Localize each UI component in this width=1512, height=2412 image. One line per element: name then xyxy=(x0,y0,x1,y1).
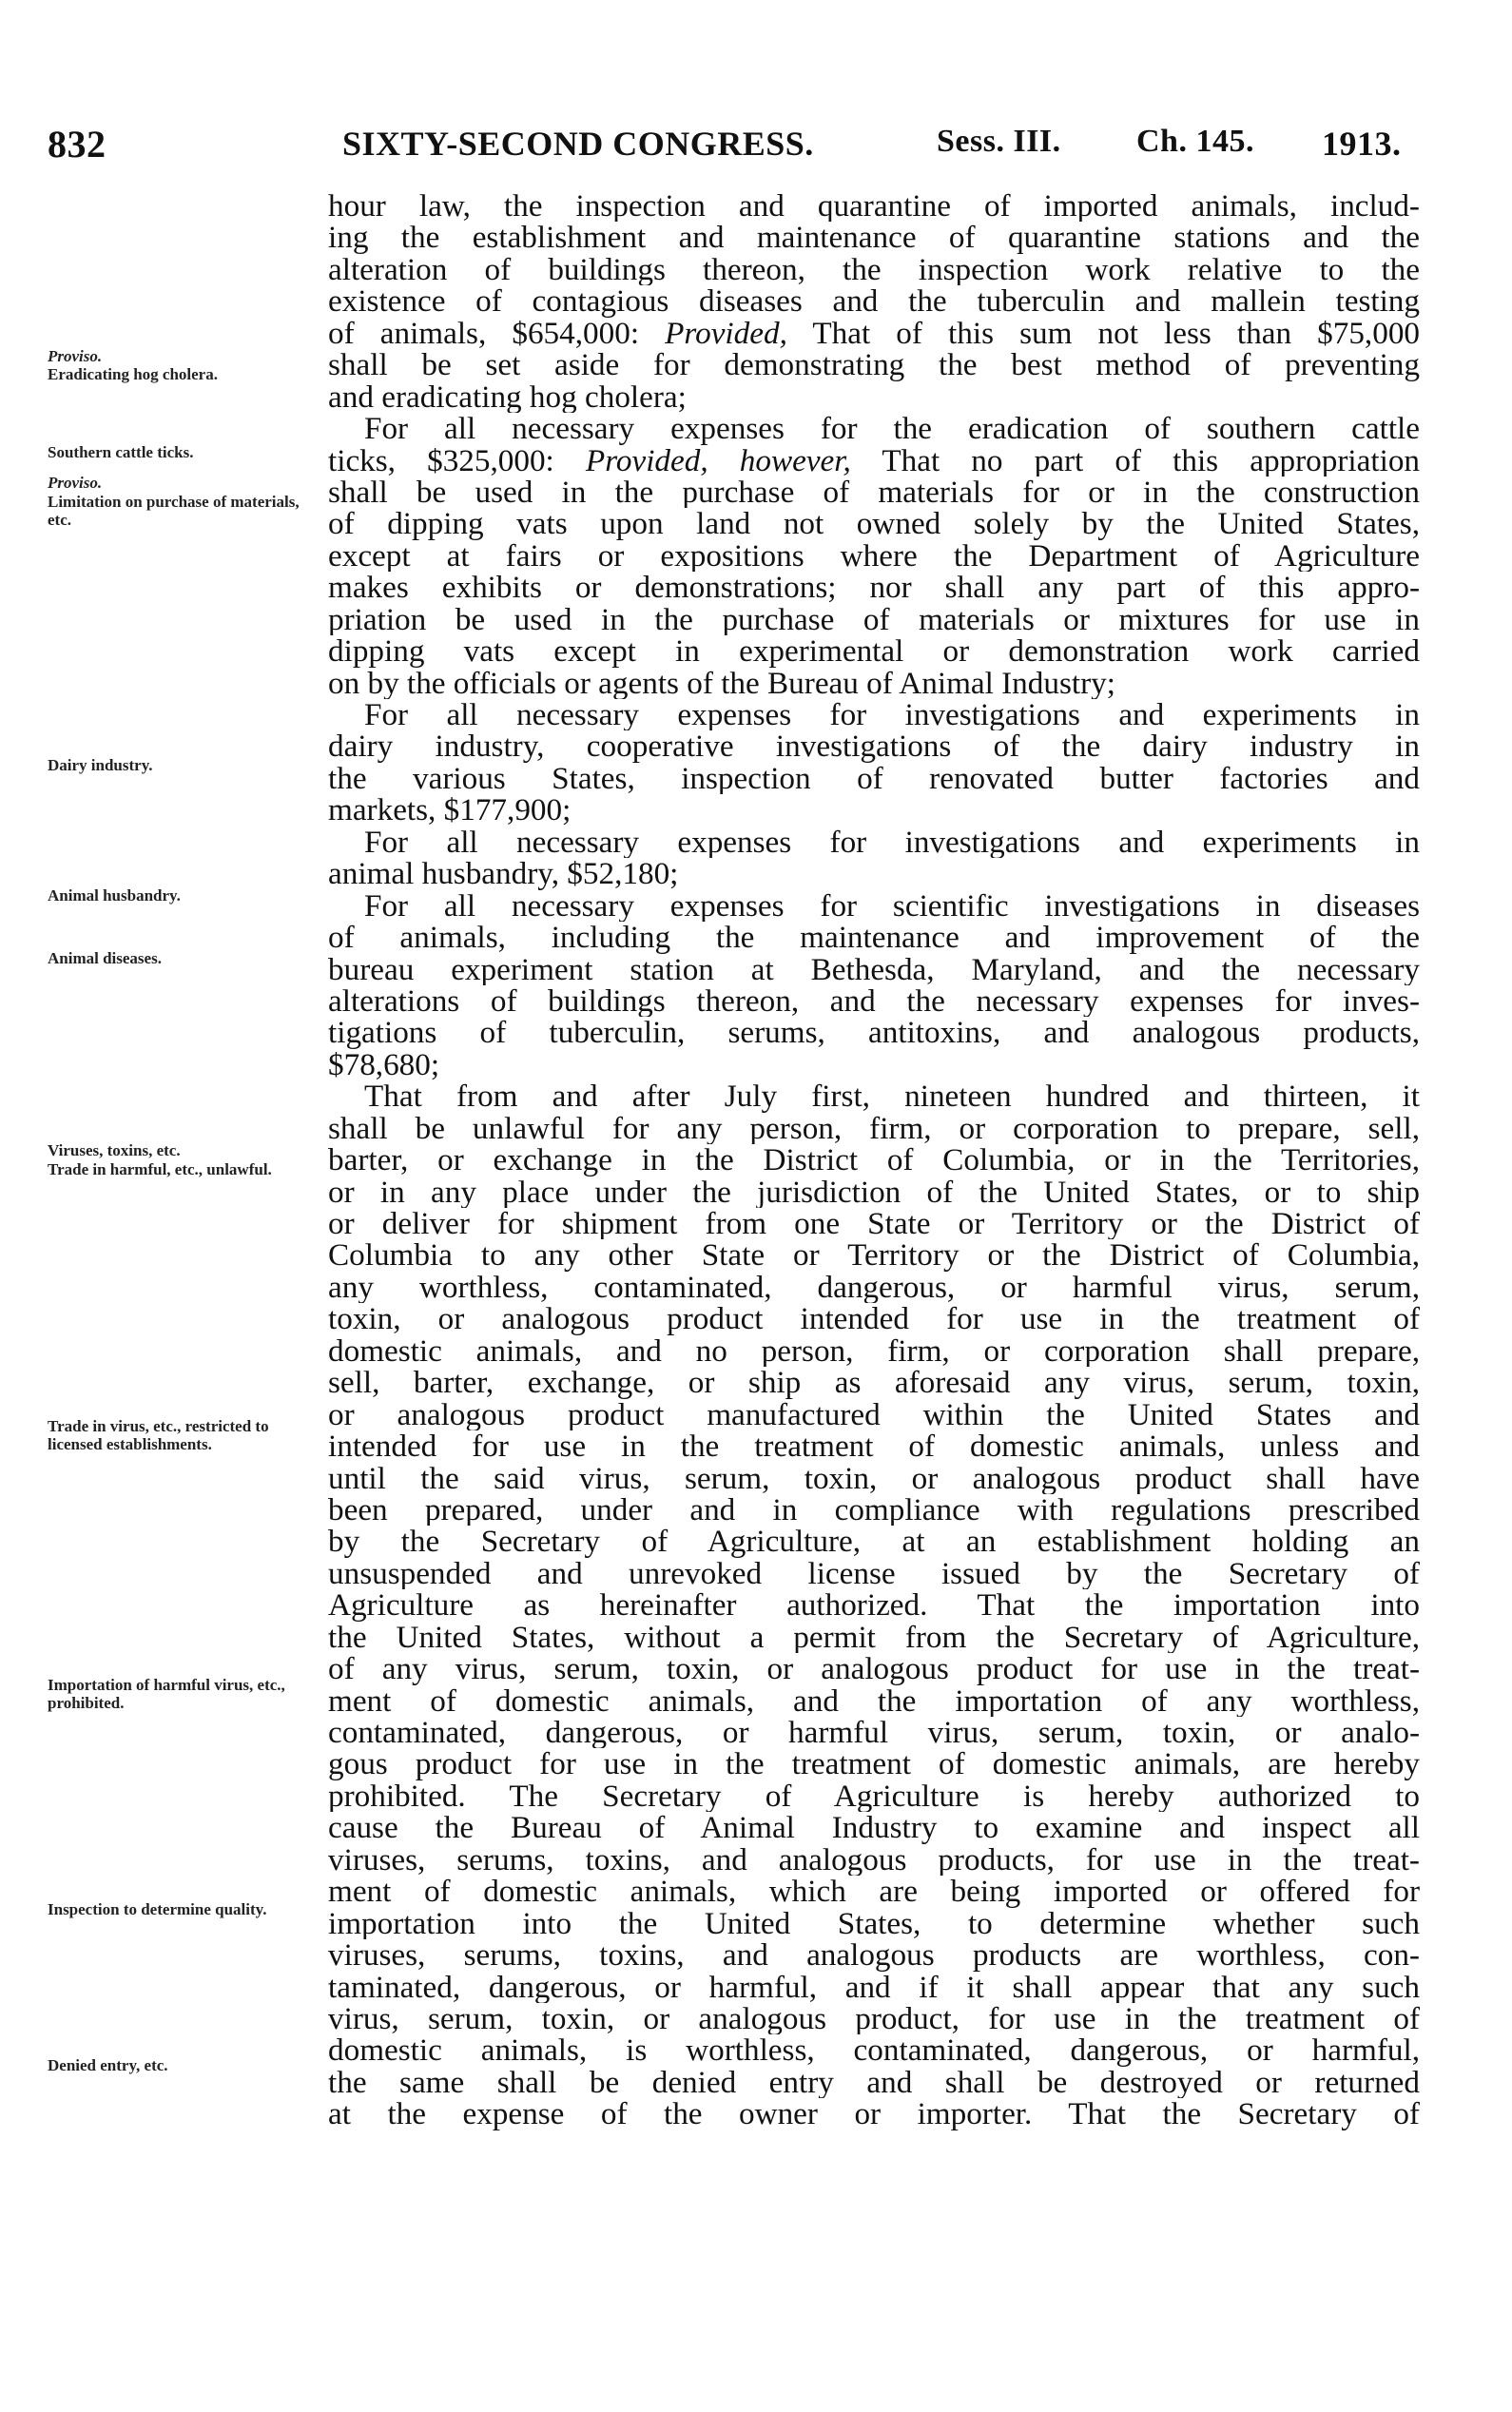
text-line: of animals, $654,000: Provided, That of this sum not less than $75,000 xyxy=(328,317,1420,350)
text-line: shall be set aside for demonstrating the best method of preventing xyxy=(328,349,1420,381)
text-line: the various States, inspection of renovated butter factories and xyxy=(328,762,1420,795)
text-line: Agriculture as hereinafter authorized. That the importation into xyxy=(328,1589,1420,1622)
margin-note-diseases: Animal diseases. xyxy=(48,949,162,967)
margin-note-importation: Importation of harmful virus, etc., prohibited. xyxy=(48,1676,285,1712)
text-line: hour law, the inspection and quarantine of imported animals, includ- xyxy=(328,190,1420,223)
text-line: the United States, without a permit from the Secretary of Agriculture, xyxy=(328,1621,1420,1654)
margin-note-proviso-1: Proviso. xyxy=(48,347,103,365)
text-line: gous product for use in the treatment of domestic animals, are hereby xyxy=(328,1748,1420,1780)
text-line: shall be unlawful for any person, firm, or corporation to prepare, sell, xyxy=(328,1112,1420,1145)
text-line: by the Secretary of Agriculture, at an establishment holding an xyxy=(328,1526,1420,1558)
chapter-label: Ch. 145. xyxy=(1136,124,1254,159)
text-line: domestic animals, is worthless, contaminated, dangerous, or harmful, xyxy=(328,2034,1420,2067)
text-line: cause the Bureau of Animal Industry to examine and inspect all xyxy=(328,1812,1420,1844)
text-line: at the expense of the owner or importer. That the Secretary of xyxy=(328,2098,1420,2130)
text-line: and eradicating hog cholera; xyxy=(328,380,687,414)
margin-note-husbandry: Animal husbandry. xyxy=(48,886,181,904)
text-line: the same shall be denied entry and shall be destroyed or returned xyxy=(328,2066,1420,2099)
text-line: viruses, serums, toxins, and analogous products, for use in the treat- xyxy=(328,1843,1420,1877)
text-line: unsuspended and unrevoked license issued by the Secretary of xyxy=(328,1557,1420,1590)
text-line: That from and after July first, nineteen hundred and thirteen, it xyxy=(364,1080,1420,1113)
margin-note-denied-entry: Denied entry, etc. xyxy=(48,2056,168,2074)
margin-note-limitation: Limitation on purchase of materials, etc. xyxy=(48,493,300,529)
text-line: ticks, $325,000: Provided, however, That no part of this appropriation xyxy=(328,444,1420,477)
text-line: until the said virus, serum, toxin, or analogous product shall have xyxy=(328,1462,1420,1494)
page-header xyxy=(48,122,1407,169)
margin-note-inspection: Inspection to determine quality. xyxy=(48,1900,267,1918)
text-line: For all necessary expenses for investigations and experiments in xyxy=(364,699,1420,731)
text-line: existence of contagious diseases and the tuberculin and mallein testing xyxy=(328,285,1420,318)
text-line: viruses, serums, toxins, and analogous products are worthless, con- xyxy=(328,1939,1420,1972)
text-line: sell, barter, exchange, or ship as aforesaid any virus, serum, toxin, xyxy=(328,1367,1420,1399)
text-line: intended for use in the treatment of domestic animals, unless and xyxy=(328,1430,1420,1463)
margin-note-cattle-ticks: Southern cattle ticks. xyxy=(48,443,194,461)
text-line: makes exhibits or demonstrations; nor shall any part of this appro- xyxy=(328,572,1420,604)
text-line: dairy industry, cooperative investigations of the dairy industry in xyxy=(328,730,1420,763)
text-line: of animals, including the maintenance and improvement of the xyxy=(328,922,1420,954)
text-line: bureau experiment station at Bethesda, Maryland, and the necessary xyxy=(328,953,1420,985)
text-line: For all necessary expenses for investigations and experiments in xyxy=(364,826,1420,859)
running-title: SIXTY-SECOND CONGRESS. xyxy=(342,125,814,163)
text-line: ing the establishment and maintenance of quarantine stations and the xyxy=(328,222,1420,254)
text-line: taminated, dangerous, or harmful, and if it shall appear that any such xyxy=(328,1971,1420,2003)
text-line: tigations of tuberculin, serums, antitoxins, and analogous products, xyxy=(328,1017,1420,1049)
text-line: alteration of buildings thereon, the inspection work relative to the xyxy=(328,253,1420,286)
text-line: dipping vats except in experimental or demonstration work carried xyxy=(328,635,1420,668)
margin-note-proviso-2: Proviso. xyxy=(48,474,103,492)
text-line: virus, serum, toxin, or analogous product, for use in the treatment of xyxy=(328,2002,1420,2035)
text-line: any worthless, contaminated, dangerous, or harmful virus, serum, xyxy=(328,1271,1420,1304)
text-line: ment of domestic animals, and the importation of any worthless, xyxy=(328,1684,1420,1717)
text-line: For all necessary expenses for the eradication of southern cattle xyxy=(364,413,1420,445)
text-line: of any virus, serum, toxin, or analogous product for use in the treat- xyxy=(328,1653,1420,1685)
text-line: animal husbandry, $52,180; xyxy=(328,858,679,890)
text-line: priation be used in the purchase of materials or mixtures for use in xyxy=(328,603,1420,636)
text-line: markets, $177,900; xyxy=(328,794,572,827)
margin-note-licensed: Trade in virus, etc., restricted to licensed establishments. xyxy=(48,1417,269,1453)
text-line: toxin, or analogous product intended for use in the treatment of xyxy=(328,1303,1420,1335)
statute-text xyxy=(328,190,1420,2130)
year-label: 1913. xyxy=(1322,125,1402,163)
text-line: alterations of buildings thereon, and the necessary expenses for inves- xyxy=(328,984,1420,1018)
text-line: Columbia to any other State or Territory or the District of Columbia, xyxy=(328,1239,1420,1272)
page-number: 832 xyxy=(48,123,107,165)
text-line: except at fairs or expositions where the Department of Agriculture xyxy=(328,539,1420,573)
margin-note-trade-unlawful: Trade in harmful, etc., unlawful. xyxy=(48,1160,272,1178)
text-line: ment of domestic animals, which are being imported or offered for xyxy=(328,1876,1420,1908)
text-line: or analogous product manufactured within the United States and xyxy=(328,1398,1420,1431)
text-line: on by the officials or agents of the Bureau of Animal Industry; xyxy=(328,667,1115,699)
text-line: contaminated, dangerous, or harmful virus, serum, toxin, or analo- xyxy=(328,1717,1420,1749)
text-line: shall be used in the purchase of materials for or in the construction xyxy=(328,476,1420,509)
text-line: or in any place under the jurisdiction of the United States, or to ship xyxy=(328,1176,1420,1208)
text-line: been prepared, under and in compliance with regulations prescribed xyxy=(328,1493,1420,1527)
margin-note-hog-cholera: Eradicating hog cholera. xyxy=(48,365,218,383)
text-line: or deliver for shipment from one State or Territory or the District of xyxy=(328,1208,1420,1240)
text-line: prohibited. The Secretary of Agriculture is hereby authorized to xyxy=(328,1780,1420,1813)
text-line: $78,680; xyxy=(328,1048,440,1081)
session-label: Sess. III. xyxy=(937,124,1061,159)
text-line: importation into the United States, to determine whether such xyxy=(328,1907,1420,1940)
text-line: domestic animals, and no person, firm, or corporation shall prepare, xyxy=(328,1334,1420,1368)
margin-note-dairy: Dairy industry. xyxy=(48,756,153,774)
text-line: of dipping vats upon land not owned solely by the United States, xyxy=(328,508,1420,540)
text-line: For all necessary expenses for scientific investigations in diseases xyxy=(364,889,1420,923)
margin-note-viruses: Viruses, toxins, etc. xyxy=(48,1141,181,1159)
text-line: barter, or exchange in the District of Columbia, or in the Territories, xyxy=(328,1144,1420,1177)
